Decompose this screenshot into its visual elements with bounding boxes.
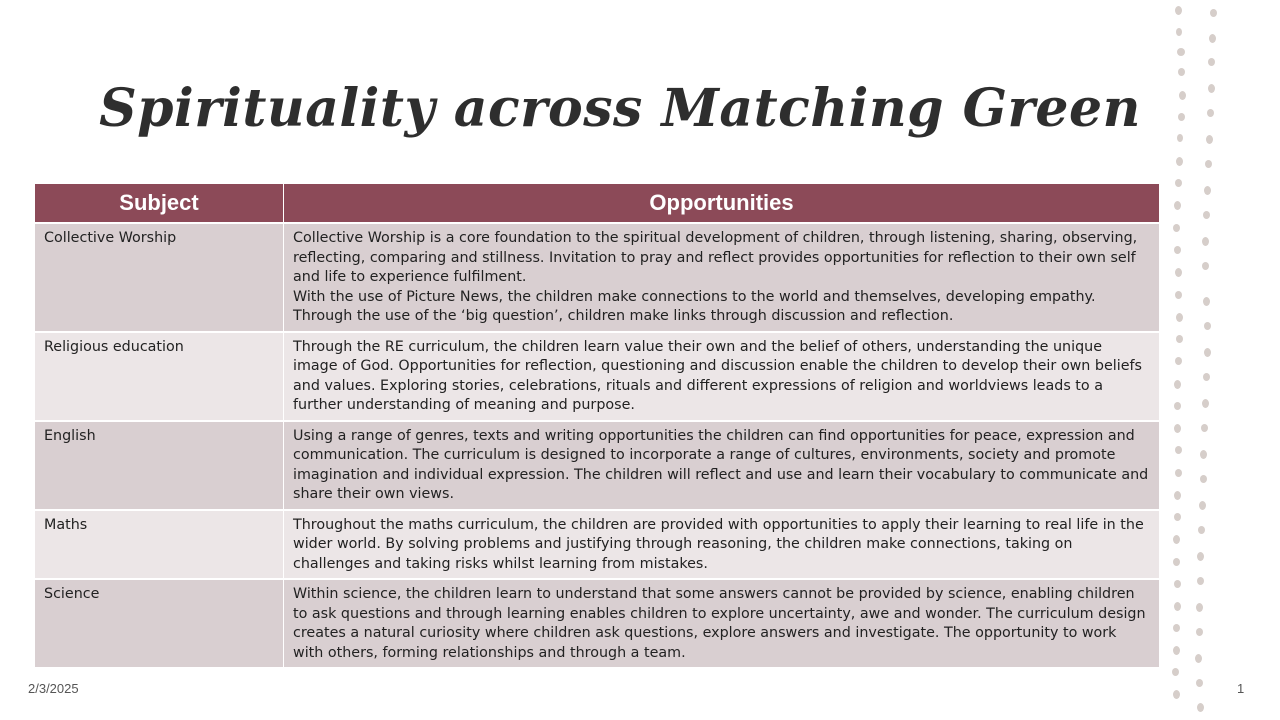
decorative-dot [1199,501,1206,510]
opportunities-cell [284,579,1160,668]
opportunities-cell [284,421,1160,510]
decorative-dot [1203,373,1210,381]
opportunity-text: Collective Worship is a core foundation to the spiritual development of children, through listening, sharing, observing, reflecting, comparing and stillness. Invitation to pray and reflect provides opportunities for reflection to their own self and life to experience fulfilment. [293,230,1138,285]
decorative-dot [1197,577,1204,585]
decorative-dot [1204,322,1211,330]
decorative-dot [1175,268,1182,277]
decorative-dot [1173,224,1180,232]
decorative-dot [1176,157,1183,166]
decorative-dot [1174,424,1181,433]
decorative-dot [1175,179,1182,187]
subject-cell: Collective Worship [35,223,284,332]
decorative-dot [1173,646,1180,655]
decorative-dot [1206,135,1213,144]
decorative-dot [1204,186,1211,195]
decorative-dot [1208,58,1215,66]
decorative-dot [1175,6,1182,15]
subject-cell: Religious education [35,332,284,421]
spirituality-table [34,183,1160,668]
decorative-dot [1174,402,1181,410]
table-row [35,223,1160,332]
opportunities-cell [284,223,1160,332]
decorative-dot [1176,28,1182,36]
decorative-dot [1197,703,1204,712]
header-opportunities: Opportunities [284,184,1160,224]
decorative-dot [1200,475,1207,483]
decorative-dot [1200,450,1207,459]
decorative-dot [1198,526,1205,534]
table-header-row [35,184,1160,224]
decorative-dot [1175,446,1182,454]
decorative-dot [1173,558,1180,566]
decorative-dot [1174,602,1181,611]
decorative-dot [1176,335,1183,343]
decorative-dot [1175,469,1182,477]
subject-cell: Maths [35,510,284,580]
opportunity-text: Using a range of genres, texts and writing opportunities the children can find opportunities for peace, expression and communication. The curriculum is designed to incorporate a range of cultures, environments, society and promote imagination and individual expression. The children will reflect and use and learn their vocabulary to communicate and share their own views. [293,427,1149,502]
opportunities-cell [284,332,1160,421]
decorative-dot [1196,679,1203,687]
decorative-dot [1195,654,1202,663]
decorative-dot [1205,160,1212,168]
opportunity-text: With the use of Picture News, the children make connections to the world and themselves, developing empathy. Through the use of the ‘big question’, children make links through discussion and reflection. [293,288,1096,324]
decorative-dot [1173,690,1180,699]
table-row [35,510,1160,580]
decorative-dot [1202,262,1209,270]
decorative-dot [1179,91,1186,100]
slide-page-number: 1 [1237,681,1245,696]
decorative-dot [1201,424,1208,432]
decorative-dot [1202,399,1209,408]
decorative-dot [1175,291,1182,299]
slide-title: Spirituality across Matching Green [99,78,1141,139]
decorative-dot [1203,211,1210,219]
opportunities-cell [284,510,1160,580]
decorative-dot [1177,134,1183,142]
decorative-dot [1177,48,1185,56]
decorative-dot [1174,513,1181,521]
table-row [35,579,1160,668]
decorative-dot [1204,348,1211,357]
decorative-dot [1178,68,1185,76]
decorative-dot [1174,380,1181,389]
decorative-dot [1209,34,1216,43]
decorative-dot [1202,237,1209,246]
decorative-dot [1175,357,1182,365]
opportunity-text: Through the RE curriculum, the children learn value their own and the belief of others, understanding the unique image of God. Opportunities for reflection, questioning and discussion enable the children to develop their own beliefs and values. Exploring stories, celebrations, rituals and different expressions of religion and worldviews leads to a further understanding of meaning and purpose. [293,338,1142,413]
decorative-dot-border [1160,0,1220,720]
header-subject: Subject [35,184,284,224]
decorative-dot [1173,624,1180,632]
decorative-dot [1196,603,1203,612]
decorative-dot [1172,668,1179,676]
opportunity-text: Within science, the children learn to understand that some answers cannot be provided by science, enabling children to ask questions and through learning enables children to explore uncertainty, awe and wonder. The curriculum design creates a natural curiosity where children ask questions, explore answers and investigate. The opportunity to work with others, forming relationships and through a team. [293,586,1146,661]
decorative-dot [1176,313,1183,322]
decorative-dot [1173,535,1180,544]
decorative-dot [1208,84,1215,93]
table-row [35,332,1160,421]
decorative-dot [1178,113,1185,121]
decorative-dot [1197,552,1204,561]
table-row [35,421,1160,510]
subject-cell: English [35,421,284,510]
decorative-dot [1196,628,1203,636]
subject-cell: Science [35,579,284,668]
decorative-dot [1174,491,1181,500]
decorative-dot [1210,9,1217,17]
slide-date: 2/3/2025 [28,681,79,696]
decorative-dot [1174,246,1181,254]
decorative-dot [1174,201,1181,210]
decorative-dot [1174,580,1181,588]
opportunity-text: Throughout the maths curriculum, the children are provided with opportunities to apply their learning to real life in the wider world. By solving problems and justifying through reasoning, the children make connections, taking on challenges and taking risks whilst learning from mistakes. [293,516,1144,572]
decorative-dot [1207,109,1214,117]
decorative-dot [1203,297,1210,306]
